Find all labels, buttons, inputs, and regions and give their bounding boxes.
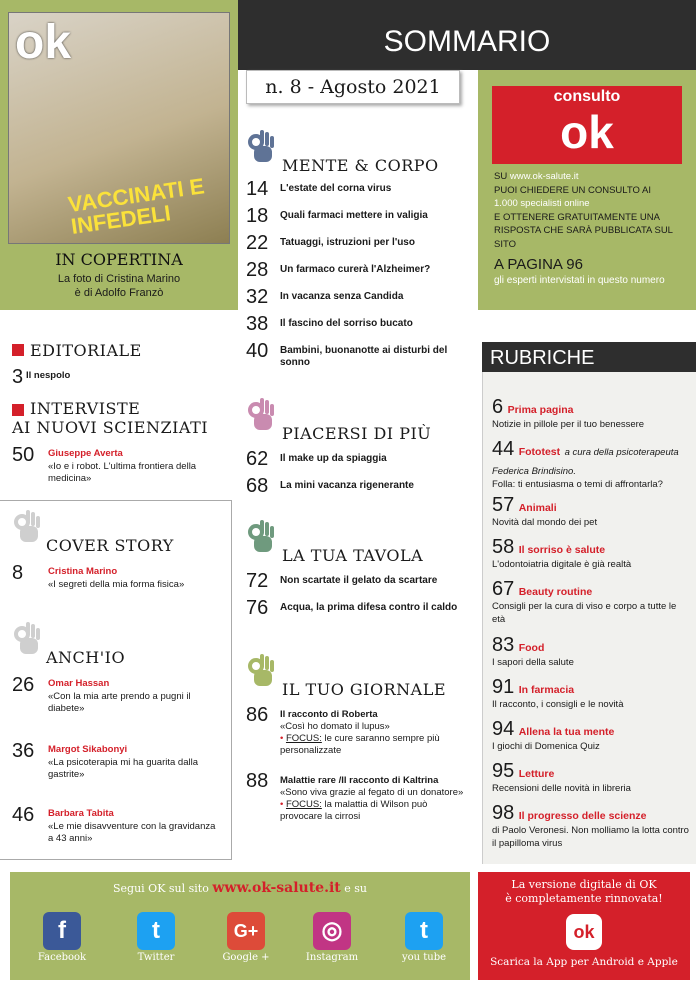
rubrica-item[interactable]: 91 In farmacia Il racconto, i consigli e le novità xyxy=(492,676,624,710)
section-title-piacersi: PIACERSI DI PIÙ xyxy=(282,424,432,443)
ok-hand-icon xyxy=(246,652,276,693)
footer-site-link[interactable]: www.ok-salute.it xyxy=(212,880,341,896)
interviste-item[interactable]: 50 Giuseppe Averta «Io e i robot. L'ultima frontiera della medicina» xyxy=(12,444,197,484)
facebook-icon: f xyxy=(43,912,81,950)
cover-title: IN COPERTINA xyxy=(55,250,183,269)
social-instagram[interactable]: ◎ Instagram xyxy=(302,912,362,963)
rubrica-item[interactable]: 67 Beauty routine Consigli per la cura di viso e corpo a tutte le età xyxy=(492,578,677,625)
giornale-item-86[interactable]: 86 Il racconto di Roberta «Così ho domato il lupus» • FOCUS: le cure saranno sempre più personalizzate xyxy=(246,704,440,756)
rubrica-item[interactable]: 58 Il sorriso è salute L'odontoiatria digitale è già realtà xyxy=(492,536,632,570)
list-item[interactable]: 28 Un farmaco curerà l'Alzheimer? xyxy=(246,259,431,281)
consulto-site-link[interactable]: www.ok-salute.it xyxy=(509,171,579,182)
anchio-item[interactable]: 46 Barbara Tabita «Le mie disavventure con la gravidanza a 43 anni» xyxy=(12,804,216,844)
mente-list xyxy=(246,178,466,374)
section-title-cover-story: COVER STORY xyxy=(46,536,174,555)
rubrica-item[interactable]: 6 Prima pagina Notizie in pillole per il tuo benessere xyxy=(492,396,645,430)
footer-app-text: La versione digitale di OK è completamente rinnovata! xyxy=(505,878,663,905)
youtube-icon: t xyxy=(405,912,443,950)
section-title-anchio: ANCH'IO xyxy=(46,648,126,667)
social-facebook[interactable]: f Facebook xyxy=(32,912,92,963)
section-title-interviste-2: AI NUOVI SCIENZIATI xyxy=(12,418,209,437)
social-youtube[interactable]: t you tube xyxy=(394,912,454,963)
tavola-list xyxy=(246,570,466,631)
rubrica-item[interactable]: 57 Animali Novità dal mondo dei pet xyxy=(492,494,598,528)
ok-hand-icon xyxy=(12,508,42,549)
ok-hand-icon xyxy=(246,518,276,559)
consulto-ok-logo: ok xyxy=(560,106,614,158)
cover-headline: VACCINATI E INFEDELI xyxy=(66,173,206,239)
google-plus-icon: G+ xyxy=(227,912,265,950)
twitter-icon: t xyxy=(137,912,175,950)
issue-label: n. 8 - Agosto 2021 xyxy=(265,76,441,98)
piacersi-list xyxy=(246,448,466,502)
list-item[interactable]: 32 In vacanza senza Candida xyxy=(246,286,404,308)
cover-credit: La foto di Cristina Marino è di Adolfo Franzò xyxy=(57,273,181,299)
editoriale-item[interactable]: 3 Il nespolo xyxy=(12,366,71,388)
section-title-tavola: LA TUA TAVOLA xyxy=(282,546,424,565)
list-item[interactable]: 72 Non scartate il gelato da scartare xyxy=(246,570,438,592)
list-item[interactable]: 38 Il fascino del sorriso bucato xyxy=(246,313,413,335)
ok-hand-icon xyxy=(246,396,276,437)
giornale-item-88[interactable]: 88 Malattie rare /Il racconto di Kaltrina «Sono viva grazie al fegato di un donatore» • FOCUS: la malattia di Wilson può provocare la cirrosi xyxy=(246,770,464,822)
cover-logo: ok xyxy=(15,16,72,69)
rubrica-item[interactable]: 94 Allena la tua mente I giochi di Domenica Quiz xyxy=(492,718,615,752)
app-logo[interactable]: ok xyxy=(566,914,602,950)
anchio-item[interactable]: 36 Margot Sikabonyi «La psicoterapia mi ha guarita dalla gastrite» xyxy=(12,740,198,780)
social-twitter[interactable]: t Twitter xyxy=(126,912,186,963)
section-title-editoriale: EDITORIALE xyxy=(30,341,142,360)
list-item[interactable]: 76 Acqua, la prima difesa contro il caldo xyxy=(246,597,458,619)
social-google-plus[interactable]: G+ Google + xyxy=(216,912,276,963)
list-item[interactable]: 62 Il make up da spiaggia xyxy=(246,448,387,470)
section-title-mente: MENTE & CORPO xyxy=(282,156,439,175)
list-item[interactable]: 40 Bambini, buonanotte ai disturbi del sonno xyxy=(246,340,448,368)
rubriche-title: RUBRICHE xyxy=(490,347,595,369)
page-title: SOMMARIO xyxy=(383,25,551,58)
instagram-icon: ◎ xyxy=(313,912,351,950)
rubrica-item[interactable]: 44 Fototest a cura della psicoterapeuta Federica Brindisino. Folla: ti entusiasma o temi di affrontarla? xyxy=(492,438,679,490)
app-download-link[interactable]: Scarica la App per Android e Apple xyxy=(490,956,678,968)
bullet-square xyxy=(12,404,24,416)
anchio-item[interactable]: 26 Omar Hassan «Con la mia arte prendo a pugni il diabete» xyxy=(12,674,191,714)
consulto-text: SU www.ok-salute.it PUOI CHIEDERE UN CONSULTO AI 1.000 specialisti online E OTTENERE GRATUITAMENTE UNA RISPOSTA CHE SARÀ PUBBLICATA SUL SITO xyxy=(494,171,673,250)
rubrica-item[interactable]: 98 Il progresso delle scienze di Paolo Veronesi. Non molliamo la lotta contro il papilloma virus xyxy=(492,802,689,849)
list-item[interactable]: 22 Tatuaggi, istruzioni per l'uso xyxy=(246,232,415,254)
section-title-giornale: IL TUO GIORNALE xyxy=(282,680,447,699)
ok-hand-icon xyxy=(246,128,276,169)
ok-hand-icon xyxy=(12,620,42,661)
rubrica-item[interactable]: 83 Food I sapori della salute xyxy=(492,634,574,668)
list-item[interactable]: 68 La mini vacanza rigenerante xyxy=(246,475,414,497)
bullet-square xyxy=(12,344,24,356)
list-item[interactable]: 14 L'estate del corna virus xyxy=(246,178,392,200)
apagina-subtitle: gli esperti intervistati in questo numero xyxy=(494,275,665,286)
cover-story-item[interactable]: 8 Cristina Marino «I segreti della mia forma fisica» xyxy=(12,562,185,590)
footer-follow: Segui OK sul sito www.ok-salute.it e su xyxy=(112,880,367,896)
apagina-title: A PAGINA 96 xyxy=(494,256,583,273)
list-item[interactable]: 18 Quali farmaci mettere in valigia xyxy=(246,205,428,227)
cover-image[interactable] xyxy=(8,12,230,244)
consulto-title: consulto xyxy=(553,88,621,105)
section-title-interviste: INTERVISTE xyxy=(30,399,141,418)
rubrica-item[interactable]: 95 Letture Recensioni delle novità in libreria xyxy=(492,760,631,794)
